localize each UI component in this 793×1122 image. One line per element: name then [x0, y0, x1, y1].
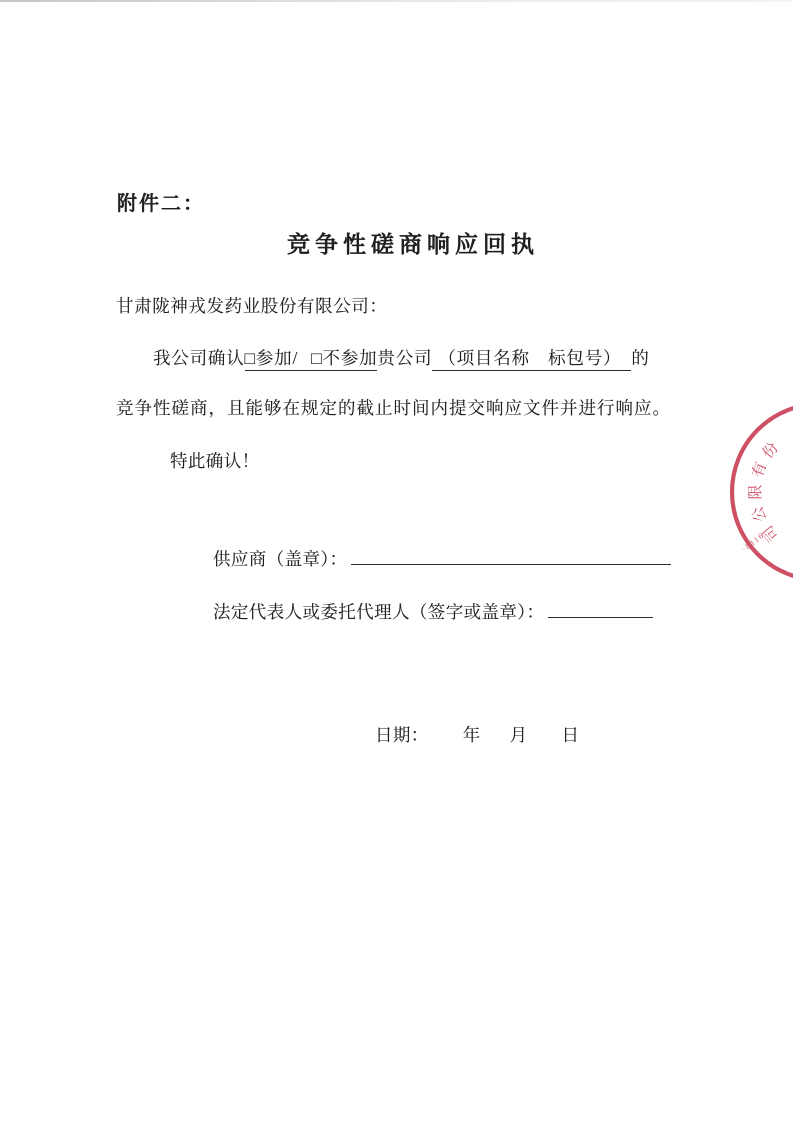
legal-rep-signature-blank — [548, 601, 653, 618]
seal-outer-ring — [732, 404, 793, 580]
company-seal-stamp — [724, 398, 793, 598]
scan-edge-artifact — [0, 0, 793, 2]
date-label: 日期： — [375, 725, 429, 745]
confirmation-suffix: 的 — [631, 348, 650, 368]
seal-serial-number: ·8116 — [740, 530, 767, 554]
date-row — [375, 722, 579, 747]
participate-label: 参加/ — [255, 348, 299, 368]
legal-rep-signature-row — [213, 599, 653, 624]
supplier-signature-blank — [351, 548, 671, 565]
date-month-label: 月 — [509, 725, 528, 745]
seal-char: 有 — [749, 460, 771, 480]
project-name-blank: （项目名称 标包号） — [432, 348, 631, 371]
seal-char: 司 — [760, 522, 782, 544]
confirmation-middle: 贵公司 — [377, 348, 433, 368]
supplier-signature-row — [213, 546, 671, 571]
seal-char: 份 — [760, 440, 782, 462]
participation-options-blank — [245, 348, 378, 371]
date-day-label: 日 — [561, 725, 580, 745]
attachment-label: 附件二： — [117, 193, 205, 215]
seal-char: 公 — [749, 504, 771, 524]
supplier-label: 供应商（盖章）： — [213, 549, 348, 569]
date-year-label: 年 — [462, 725, 481, 745]
document-title: 竞争性磋商响应回执 — [287, 232, 539, 257]
not-participate-checkbox: □ — [311, 348, 323, 368]
hereby-confirm-text: 特此确认！ — [170, 451, 260, 471]
salutation-company-name: 甘肃陇神戎发药业股份有限公司： — [116, 296, 388, 316]
seal-char: 限 — [748, 484, 764, 500]
confirmation-prefix: 我公司确认 — [153, 348, 245, 368]
confirmation-sentence-line1 — [153, 345, 650, 370]
not-participate-label: 不参加 — [322, 348, 378, 368]
legal-rep-label: 法定代表人或委托代理人（签字或盖章）： — [213, 602, 545, 622]
confirmation-sentence-line2: 竞争性磋商，且能够在规定的截止时间内提交响应文件并进行响应。 — [116, 398, 671, 418]
participate-checkbox: □ — [244, 348, 256, 368]
